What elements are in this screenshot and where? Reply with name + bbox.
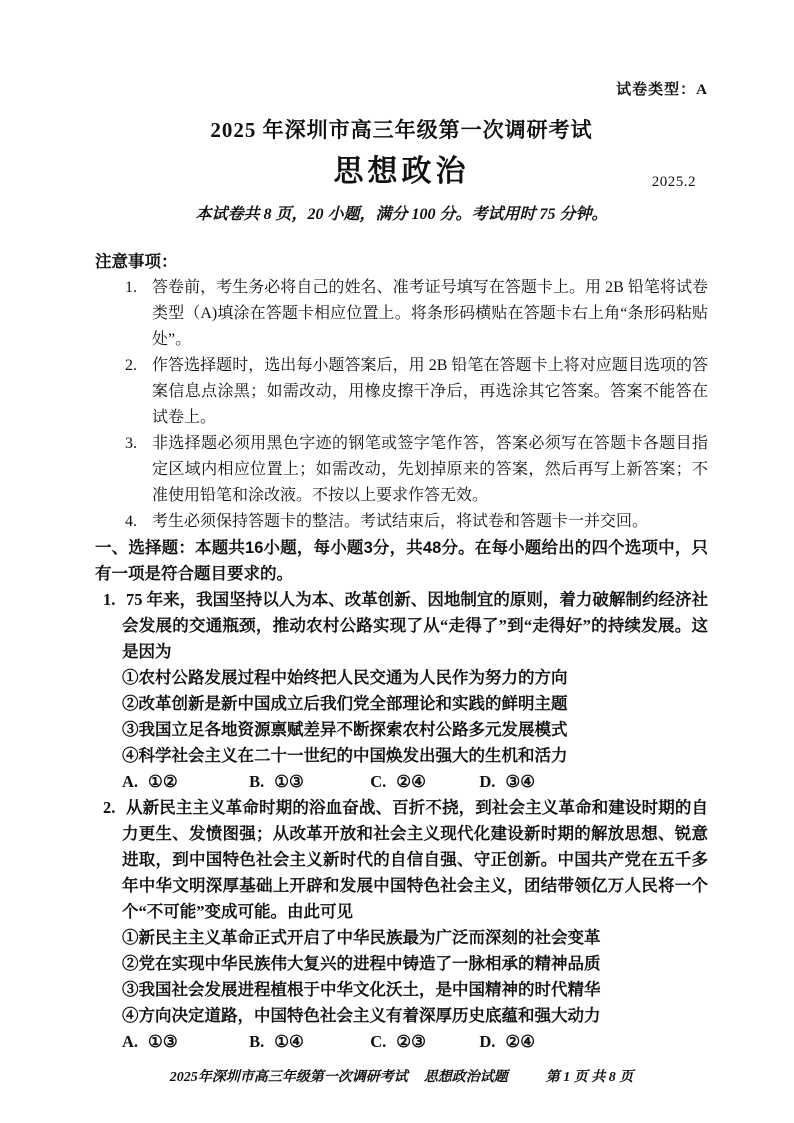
subject-title: 思想政治 [333, 155, 470, 188]
exam-title: 2025 年深圳市高三年级第一次调研考试 [210, 118, 593, 142]
notice-item-number: 1. [125, 279, 137, 296]
footer-subject: 思想政治试题 [423, 1070, 508, 1085]
question-number: 1. [103, 590, 116, 609]
paper-type-label: 试卷类型：A [616, 82, 708, 98]
footer-page-info: 第 1 页 共 8 页 [545, 1070, 634, 1085]
footer-exam-name: 2025年深圳市高三年级第一次调研考试 [169, 1070, 408, 1085]
section-heading: 一、选择题：本题共16小题，每小题3分，共48分。在每小题给出的四个选项中，只有一项是符合题目要求的。 [95, 539, 708, 583]
question-2 [95, 795, 708, 1055]
question-statement-3: ③我国社会发展进程植根于中华文化沃土，是中国精神的时代精华 [122, 980, 601, 999]
choice-b: B. ①③ [249, 772, 304, 791]
question-stem-text: 从新民主主义革命时期的浴血奋战、百折不挠，到社会主义革命和建设时期的自力更生、发愤图强；从改革开放和社会主义现代化建设新时期的解放思想、锐意进取，到中国特色社会主义新时代的自信自强、守正创新。中国共产党在五千多年中华文明深厚基础上开辟和发展中国特色社会主义，团结带领亿万人民将一个个“不可能”变成可能。由此可见 [122, 798, 708, 921]
choice-b: B. ①④ [249, 1032, 304, 1051]
exam-info-line: 本试卷共 8 页，20 小题，满分 100 分。考试用时 75 分钟。 [195, 206, 608, 223]
answer-choices-row [122, 1029, 708, 1055]
page-footer [95, 1067, 708, 1089]
notice-item-text: 非选择题必须用黑色字迹的钢笔或签字笔作答，答案必须写在答题卡各题目指定区域内相应位置上；如需改动，先划掉原来的答案，然后再写上新答案；不准使用铅笔和涂改液。不按以上要求作答无效。 [152, 435, 708, 504]
notice-item-1 [95, 275, 708, 353]
notice-item-number: 4. [125, 513, 137, 530]
question-statement-3: ③我国立足各地资源禀赋差异不断探索农村公路多元发展模式 [122, 720, 568, 739]
question-statement-1: ①农村公路发展过程中始终把人民交通为人民作为努力的方向 [122, 668, 568, 687]
choice-d: D. ③④ [479, 772, 536, 791]
notice-item-3 [95, 431, 708, 509]
question-statement-4: ④方向决定道路，中国特色社会主义有着深厚历史底蕴和强大动力 [122, 1006, 601, 1025]
notice-item-text: 答卷前，考生务必将自己的姓名、准考证号填写在答题卡上。用 2B 铅笔将试卷类型（A)填涂在答题卡相应位置上。将条形码横贴在答题卡右上角“条形码粘贴处”。 [152, 279, 708, 348]
question-statement-2: ②党在实现中华民族伟大复兴的进程中铸造了一脉相承的精神品质 [122, 954, 601, 973]
choice-a: A. ①③ [122, 1032, 178, 1051]
notice-item-number: 3. [125, 435, 137, 452]
question-number: 2. [103, 798, 116, 817]
question-stem [103, 587, 708, 665]
notice-heading: 注意事项： [95, 253, 178, 271]
subject-title-row [95, 149, 708, 195]
question-statement-2: ②改革创新是新中国成立后我们党全部理论和实践的鲜明主题 [122, 694, 568, 713]
notice-item-text: 考生必须保持答题卡的整洁。考试结束后，将试卷和答题卡一并交回。 [152, 513, 649, 530]
notice-item-number: 2. [125, 357, 137, 374]
question-stem [103, 795, 708, 925]
notice-item-2 [95, 353, 708, 431]
notice-item-4 [95, 509, 708, 535]
choice-a: A. ①② [122, 772, 178, 791]
choice-c: C. ②④ [370, 772, 426, 791]
question-1 [95, 587, 708, 795]
question-stem-text: 75 年来，我国坚持以人为本、改革创新、因地制宜的原则，着力破解制约经济社会发展的交通瓶颈，推动农村公路实现了从“走得了”到“走得好”的持续发展。这是因为 [122, 590, 708, 661]
notice-block [95, 249, 708, 535]
choice-c: C. ②③ [370, 1032, 426, 1051]
exam-date-label: 2025.2 [651, 174, 696, 190]
choice-d: D. ②④ [479, 1032, 536, 1051]
answer-choices-row [122, 769, 708, 795]
question-statement-4: ④科学社会主义在二十一世纪的中国焕发出强大的生机和活力 [122, 746, 568, 765]
notice-item-text: 作答选择题时，选出每小题答案后，用 2B 铅笔在答题卡上将对应题目选项的答案信息点涂黑；如需改动，用橡皮擦干净后，再选涂其它答案。答案不能答在试卷上。 [152, 357, 708, 426]
question-statement-1: ①新民主主义革命正式开启了中华民族最为广泛而深刻的社会变革 [122, 928, 601, 947]
